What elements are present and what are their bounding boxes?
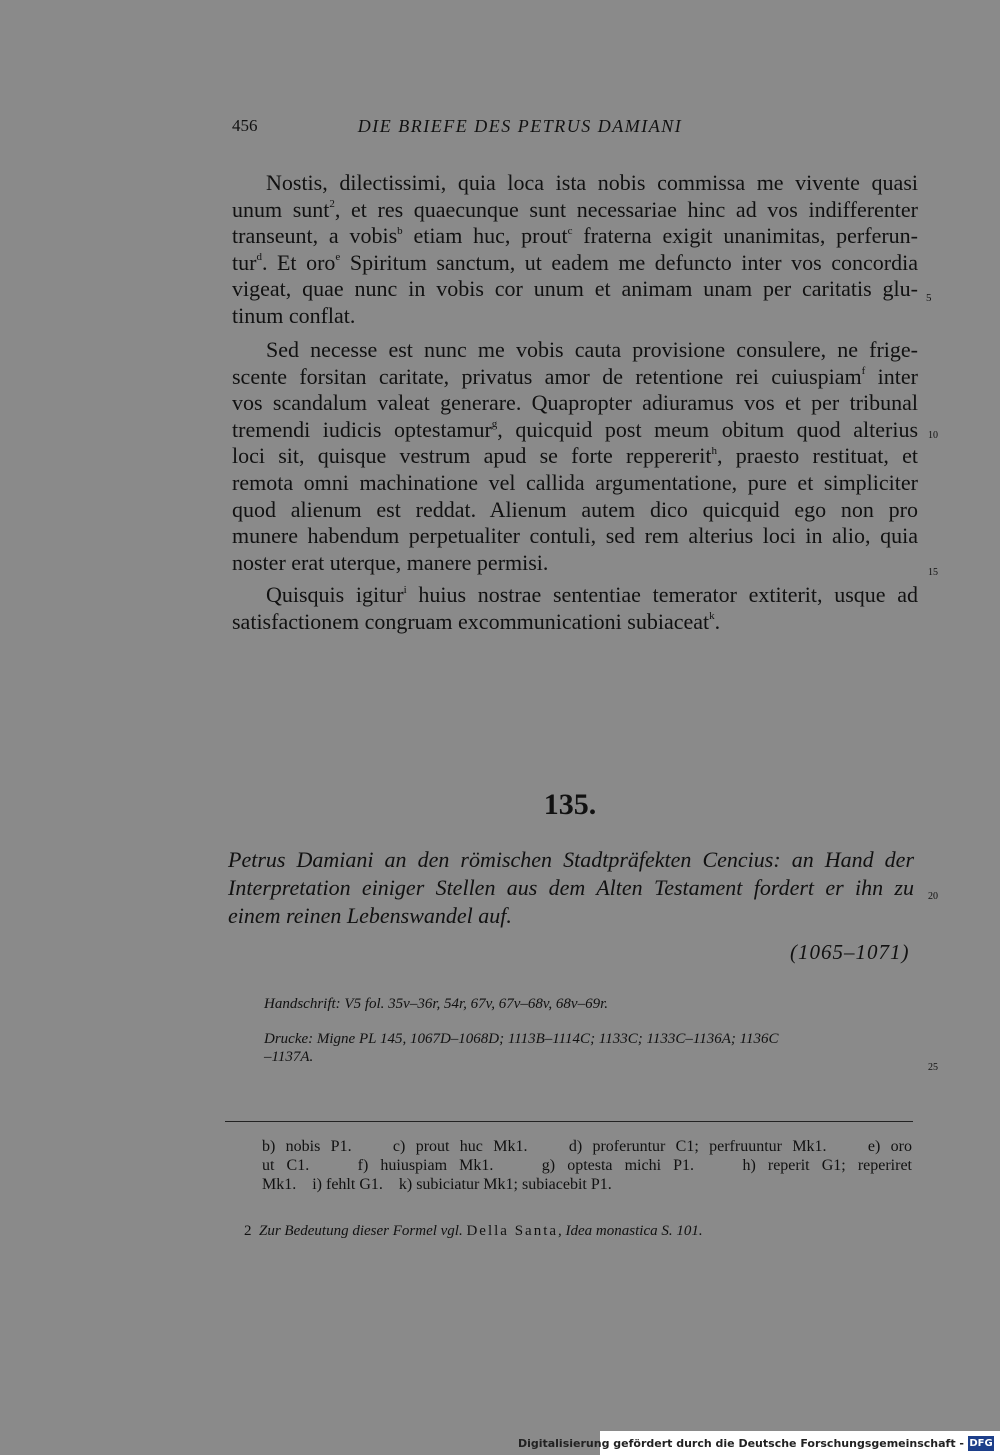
line-number-5: 5 bbox=[926, 292, 932, 304]
footer-credit: Digitalisierung gefördert durch die Deutsche Forschungsgemeinschaft - bbox=[517, 1437, 964, 1450]
footnote-rule bbox=[225, 1121, 913, 1122]
page-number: 456 bbox=[232, 116, 258, 135]
apparatus-line: Mk1. i) fehlt G1. k) subiciatur Mk1; subiacebit P1. bbox=[262, 1176, 612, 1193]
footnote-marker: d bbox=[256, 251, 262, 264]
text-line bbox=[232, 609, 918, 636]
text-run: etiam huc, prout bbox=[402, 223, 568, 249]
line-number-15: 15 bbox=[928, 567, 938, 578]
prints-line: –1137A. bbox=[264, 1049, 314, 1065]
footnote-number: 2 bbox=[244, 1223, 252, 1239]
line-number-10: 10 bbox=[928, 430, 938, 441]
text-line bbox=[232, 550, 918, 577]
letter-date: (1065–1071) bbox=[790, 940, 910, 964]
text-line bbox=[232, 197, 918, 224]
footnote-marker: k bbox=[709, 610, 715, 623]
text-line bbox=[232, 337, 918, 364]
footnote-marker: i bbox=[403, 583, 407, 596]
text-run: satisfactionem congruam excommunicationi subiaceat bbox=[232, 608, 710, 634]
footnote-marker: e bbox=[335, 251, 341, 264]
body-paragraph-3 bbox=[232, 582, 918, 635]
text-line bbox=[232, 417, 918, 444]
summary-line: Interpretation einiger Stellen aus dem Alten Testament fordert er ihn zu bbox=[228, 875, 914, 900]
text-run: huius nostrae sententiae temerator extiterit, usque ad bbox=[406, 582, 919, 607]
footnote-author: Della Santa bbox=[466, 1223, 559, 1239]
text-run: munere habendum perpetualiter contuli, sed rem alterius loci in alio, quia bbox=[232, 523, 918, 549]
text-line bbox=[232, 223, 918, 250]
text-run: . bbox=[714, 608, 721, 634]
text-run: . Et oro bbox=[261, 249, 336, 275]
body-paragraph-1 bbox=[232, 170, 918, 330]
footnote-marker: c bbox=[567, 224, 573, 237]
text-run: tinum conflat. bbox=[232, 302, 356, 328]
apparatus-line: ut C1. f) huiuspiam Mk1. g) optesta michi P1. h) reperit G1; reperiret bbox=[262, 1157, 912, 1174]
line-number-20: 20 bbox=[928, 891, 938, 902]
running-title: DIE BRIEFE DES PETRUS DAMIANI bbox=[357, 116, 683, 136]
footnote-marker: b bbox=[397, 224, 403, 237]
text-run: Sed necesse est nunc me vobis cauta provisione consulere, ne frige- bbox=[266, 337, 918, 362]
letter-summary bbox=[228, 846, 914, 930]
text-run: , et res quaecunque sunt necessariae hinc ad vos indifferenter bbox=[334, 196, 919, 222]
text-run: transeunt, a vobis bbox=[232, 223, 398, 249]
text-run: scente forsitan caritate, privatus amor de retentione rei cuiuspiam bbox=[232, 363, 862, 389]
text-run: noster erat uterque, manere permisi. bbox=[232, 549, 549, 575]
body-paragraph-2 bbox=[232, 337, 918, 576]
text-run: tremendi iudicis optestamur bbox=[232, 416, 492, 442]
text-line bbox=[232, 170, 918, 197]
footnote-marker: h bbox=[711, 445, 717, 458]
text-line bbox=[232, 443, 918, 470]
text-line bbox=[232, 276, 918, 303]
text-line bbox=[232, 470, 918, 497]
manuscript-line: Handschrift: V5 fol. 35v–36r, 54r, 67v, 67v–68v, 68v–69r. bbox=[264, 996, 608, 1012]
text-run: loci sit, quisque vestrum apud se forte reppererit bbox=[232, 443, 712, 469]
text-line bbox=[232, 390, 918, 417]
line-number-25: 25 bbox=[928, 1062, 938, 1073]
prints-line: Drucke: Migne PL 145, 1067D–1068D; 1113B–1114C; 1133C; 1133C–1136A; 1136C bbox=[264, 1031, 779, 1047]
text-run: Spiritum sanctum, ut eadem me defuncto inter vos concordia bbox=[340, 249, 918, 275]
text-run: Nostis, dilectissimi, quia loca ista nobis commissa me vivente quasi bbox=[266, 170, 918, 195]
text-run: tur bbox=[232, 249, 257, 275]
text-run: inter bbox=[865, 363, 918, 389]
critical-apparatus bbox=[262, 1137, 912, 1194]
text-run: fraterna exigit unanimitas, perferun- bbox=[572, 223, 918, 249]
text-run: , quicquid post meum obitum quod alterius bbox=[497, 416, 919, 442]
text-line bbox=[232, 364, 918, 391]
summary-line: Petrus Damiani an den römischen Stadtpräfekten Cencius: an Hand der bbox=[228, 847, 914, 872]
text-run: , praesto restituat, et bbox=[716, 443, 918, 469]
text-run: unum sunt bbox=[232, 196, 330, 222]
footnote-2 bbox=[244, 1223, 703, 1240]
text-run: quod alienum est reddat. Alienum autem dico quicquid ego non pro bbox=[232, 496, 918, 522]
footnote-marker: f bbox=[861, 365, 866, 378]
text-line bbox=[232, 250, 918, 277]
text-line bbox=[232, 523, 918, 550]
footnote-marker: g bbox=[491, 418, 498, 431]
dfg-logo-icon: DFG bbox=[969, 1438, 993, 1449]
text-run: vos scandalum valeat generare. Quapropter adiuramus vos et per tribunal bbox=[232, 390, 918, 416]
prints-block bbox=[264, 1030, 924, 1066]
footnote-text: Zur Bedeutung dieser Formel vgl. bbox=[259, 1223, 467, 1239]
text-run: vigeat, quae nunc in vobis cor unum et animam unam per caritatis glu- bbox=[232, 276, 918, 302]
footnote-text-end: , Idea monastica S. 101. bbox=[558, 1223, 703, 1239]
text-line bbox=[232, 582, 918, 609]
text-run: Quisquis igitur bbox=[266, 582, 404, 607]
apparatus-line: b) nobis P1. c) prout huc Mk1. d) proferuntur C1; perfruuntur Mk1. e) oro bbox=[262, 1138, 912, 1155]
text-line bbox=[232, 497, 918, 524]
summary-line: einem reinen Lebenswandel auf. bbox=[228, 903, 512, 928]
footnote-marker: 2 bbox=[329, 198, 335, 211]
letter-number: 135. bbox=[543, 788, 597, 821]
text-line bbox=[232, 303, 918, 330]
text-run: remota omni machinatione vel callida argumentatione, pure et simpliciter bbox=[232, 469, 918, 495]
